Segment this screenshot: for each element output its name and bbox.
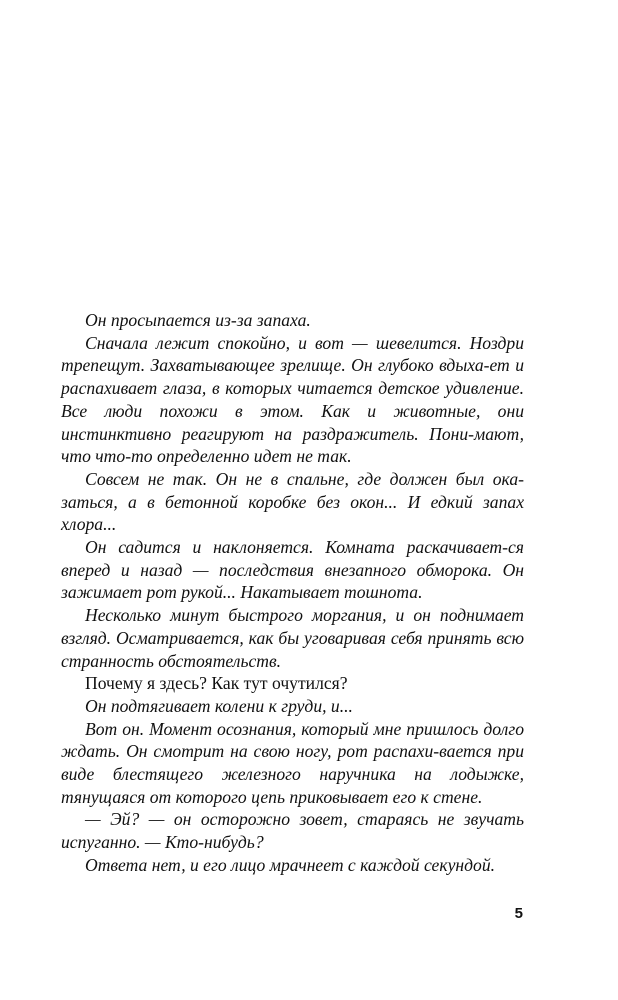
paragraph: Вот он. Момент осознания, который мне пришлось долго ждать. Он смотрит на свою ногу, рот распахи-вается при виде блестящего железного наручника на лодыжке, тянущаяся от которого цепь приковывает его к стене. bbox=[61, 718, 524, 807]
paragraph: Ответа нет, и его лицо мрачнеет с каждой секундой. bbox=[85, 854, 496, 875]
paragraph: Он подтягивает колени к груди, и... bbox=[85, 695, 353, 716]
page-number: 5 bbox=[514, 905, 523, 922]
paragraph: Почему я здесь? Как тут очутился? bbox=[85, 673, 348, 694]
paragraph: Он садится и наклоняется. Комната раскачивает-ся вперед и назад — последствия внезапного обморока. Он зажимает рот рукой... Накатывает тошнота. bbox=[61, 537, 524, 603]
paragraph: Совсем не так. Он не в спальне, где должен был ока-заться, а в бетонной коробке без окон... И едкий запах хлора... bbox=[61, 468, 524, 535]
paragraph: — Эй? — он осторожно зовет, стараясь не звучать испуганно. — Кто-нибудь? bbox=[61, 809, 524, 853]
paragraph: Он просыпается из-за запаха. bbox=[85, 310, 311, 330]
paragraph: Сначала лежит спокойно, и вот — шевелится. Ноздри трепещут. Захватывающее зрелище. Он глубоко вдыха-ет и распахивает глаза, в которых читается детское удивление. Все люди похожи в этом. Как и животные, они инстинктивно реагируют на раздражитель. Пони-мают, что что-то определенно идет не так. bbox=[61, 332, 524, 467]
page-body bbox=[61, 309, 524, 877]
paragraph: Несколько минут быстрого моргания, и он поднимает взгляд. Осматривается, как бы уговаривая себя принять всю странность обстоятельств. bbox=[61, 605, 524, 671]
